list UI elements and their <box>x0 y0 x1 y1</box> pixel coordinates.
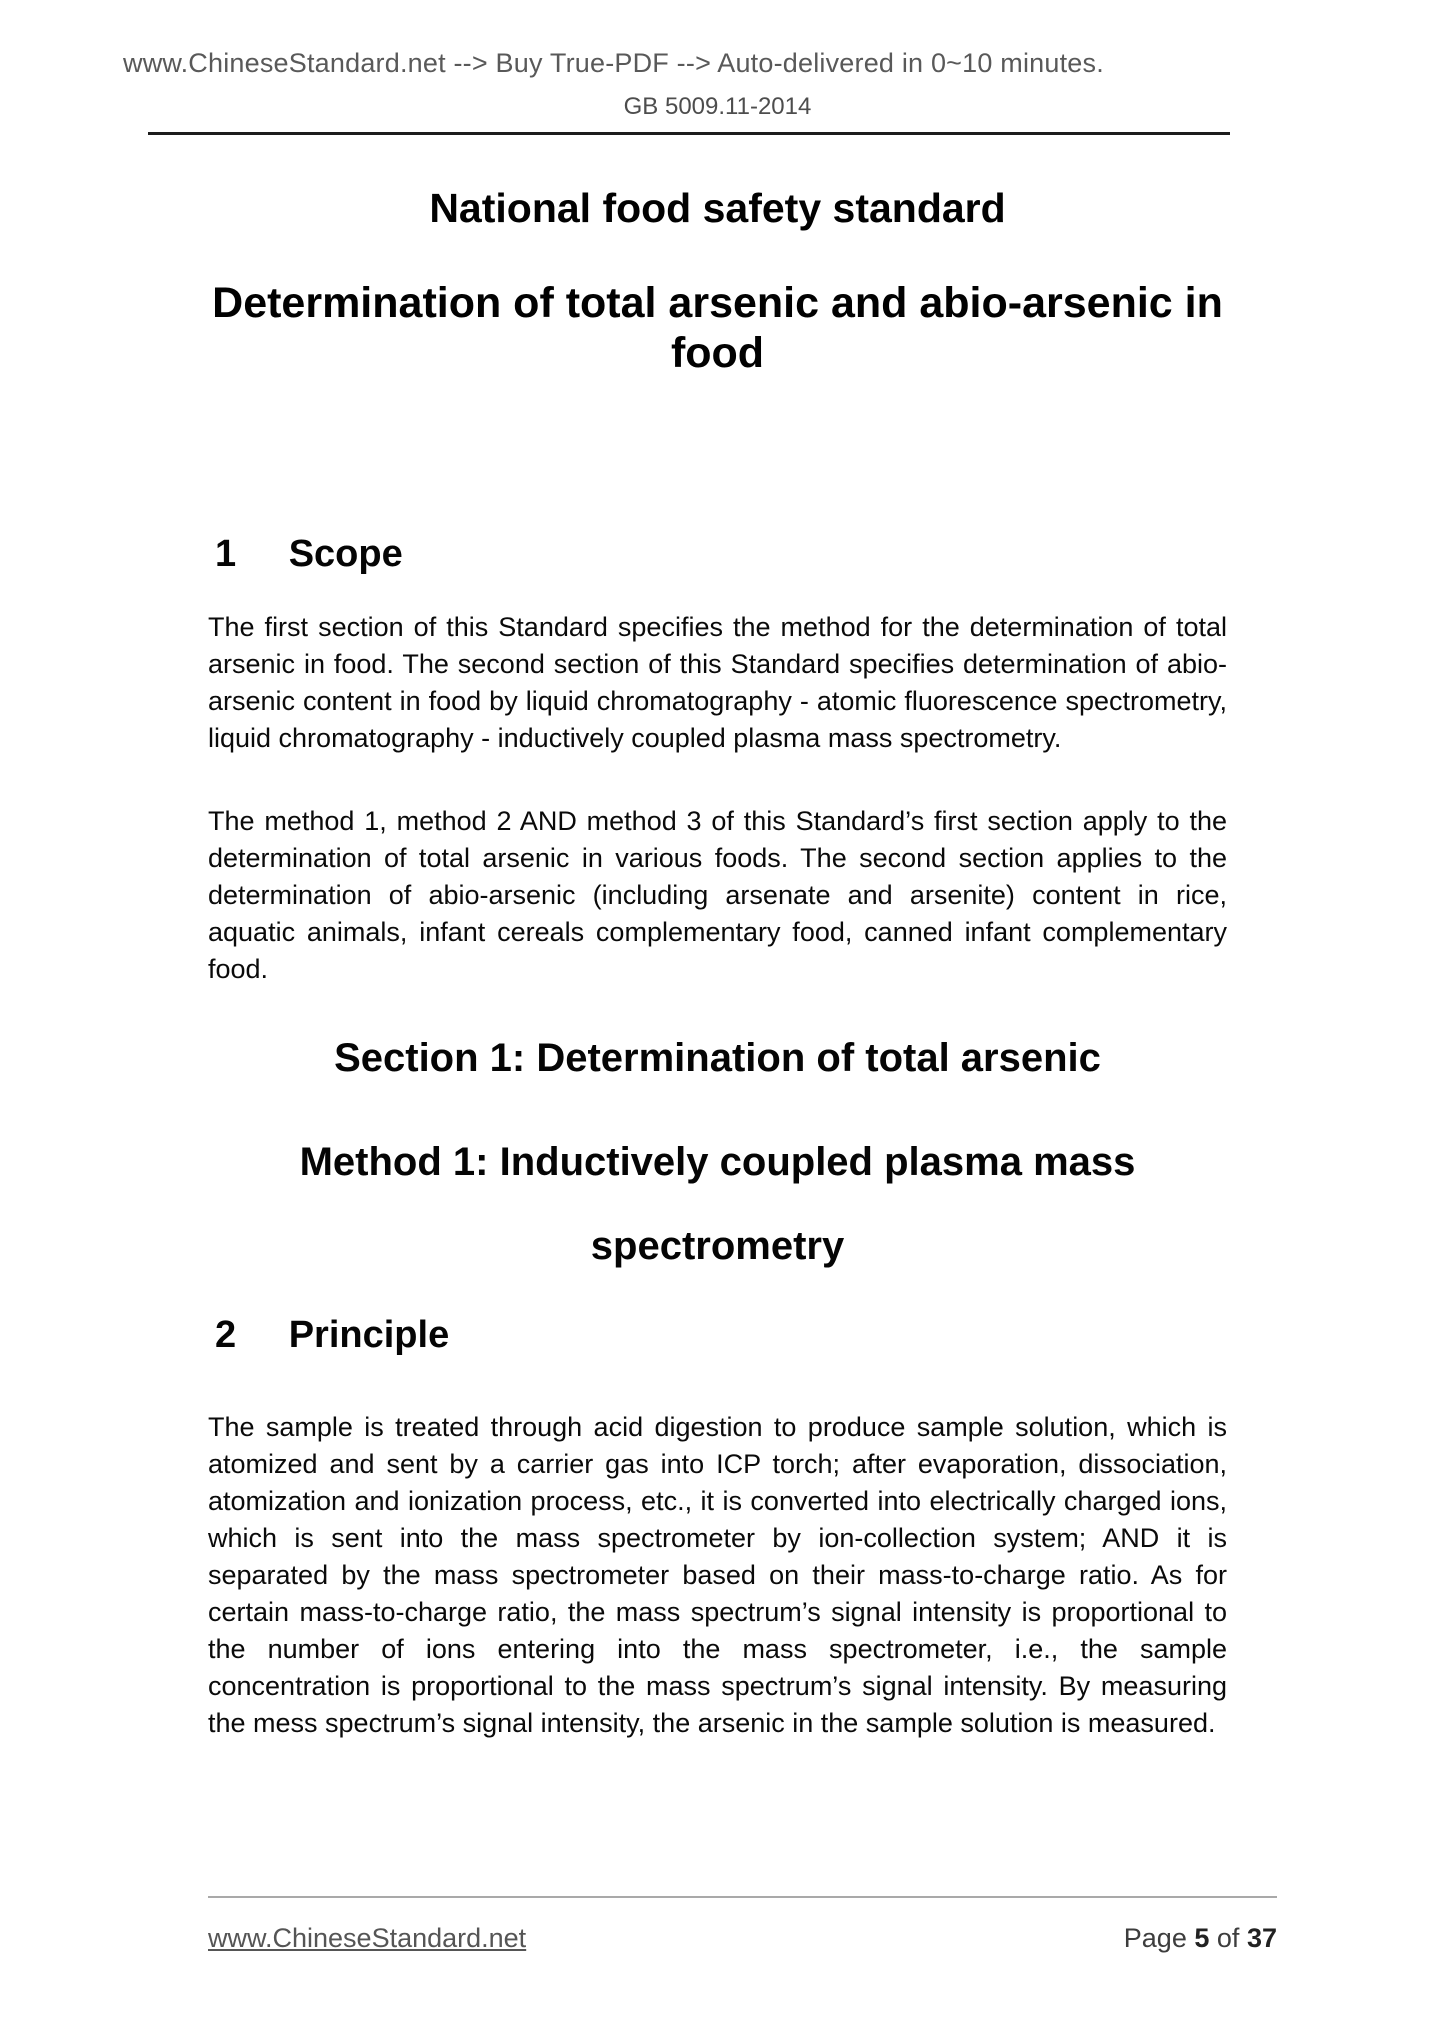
body-column <box>208 531 1227 1742</box>
heading-section-1: Section 1: Determination of total arsenic <box>334 1036 1101 1080</box>
principle-paragraph: The sample is treated through acid digestion to produce sample solution, which is atomized and sent by a carrier gas into ICP torch; after evaporation, dissociation, atomization and ionization process, etc., it is converted into electrically charged ions, which is sent into the mass spectrometer by ion-collection system; AND it is separated by the mass spectrometer based on their mass-to-charge ratio. As for certain mass-to-charge ratio, the mass spectrum’s signal intensity is proportional to the number of ions entering into the mass spectrometer, i.e., the sample concentration is proportional to the mass spectrum’s signal intensity. By measuring the mess spectrum’s signal intensity, the arsenic in the sample solution is measured. <box>208 1412 1227 1738</box>
heading-principle <box>208 1312 1227 1358</box>
scope-paragraph-2: The method 1, method 2 AND method 3 of this Standard’s first section apply to the determination of total arsenic in various foods. The second section applies to the determination of abio-arsenic (including arsenate and arsenite) content in rice, aquatic animals, infant cereals complementary food, canned infant complementary food. <box>208 806 1227 984</box>
heading-principle-number: 2 <box>215 1314 237 1356</box>
page-indicator <box>1124 1922 1277 1954</box>
doc-title-line2: Determination of total arsenic and abio-arsenic in food <box>212 279 1223 377</box>
footer-site-link[interactable]: www.ChineseStandard.net <box>208 1923 527 1953</box>
doc-title-line1: National food safety standard <box>429 185 1006 231</box>
header-rule <box>148 132 1230 135</box>
header-promo-text: www.ChineseStandard.net --> Buy True-PDF --> Auto-delivered in 0~10 minutes. <box>123 48 1104 78</box>
heading-method-1-line2: spectrometry <box>590 1224 845 1268</box>
page-word: Page <box>1123 1923 1187 1953</box>
heading-scope-number: 1 <box>215 533 237 575</box>
scope-paragraph-1: The first section of this Standard specifies the method for the determination of total arsenic in food. The second section of this Standard specifies determination of abio-arsenic content in food by liquid chromatography - atomic fluorescence spectrometry, liquid chromatography - inductively coupled plasma mass spectrometry. <box>208 612 1227 753</box>
header-standard-code: GB 5009.11-2014 <box>623 93 812 120</box>
page-number: 5 <box>1194 1923 1210 1953</box>
heading-scope <box>208 531 1227 577</box>
of-word: of <box>1216 1923 1240 1953</box>
heading-scope-label: Scope <box>288 533 403 575</box>
heading-method-1-line1: Method 1: Inductively coupled plasma mass <box>299 1140 1136 1184</box>
page-footer <box>208 1896 1277 1954</box>
heading-principle-label: Principle <box>288 1314 450 1356</box>
page-total: 37 <box>1246 1923 1277 1953</box>
